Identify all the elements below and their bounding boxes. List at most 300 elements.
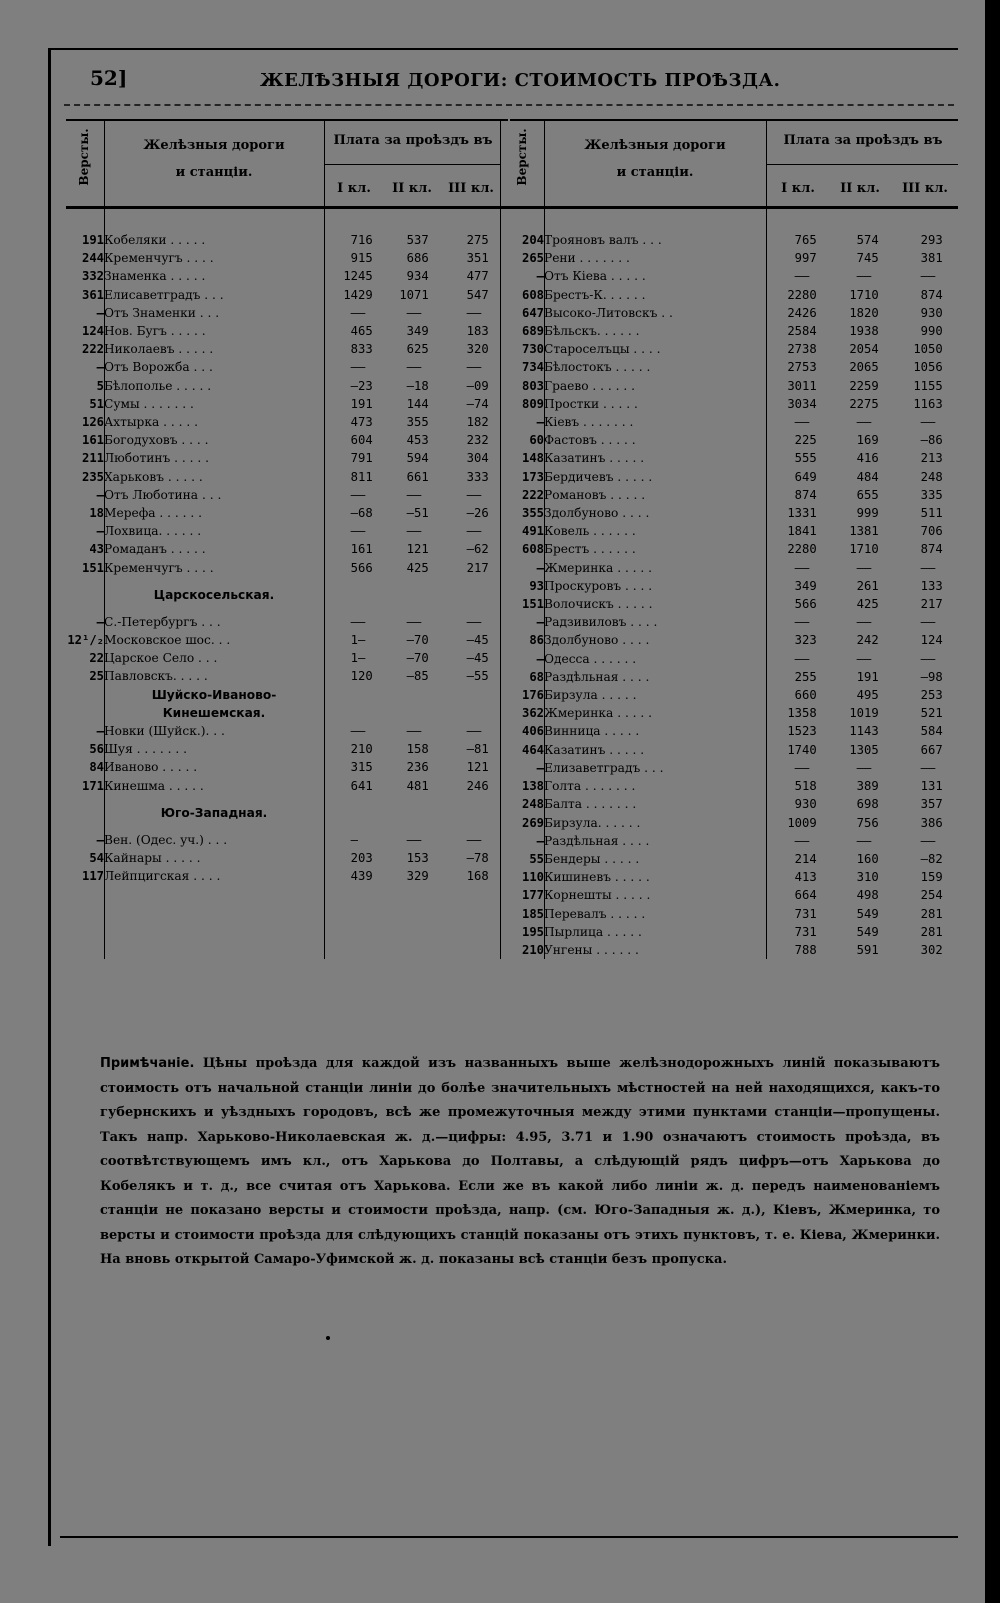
class3-rub: 1 [920,870,928,885]
class2-kop: 25 [864,597,879,612]
class3-rub: — [920,433,928,448]
class3-kop: — [928,415,936,430]
class2-kop: — [864,833,872,848]
class1-kop: 65 [802,233,817,247]
page-header [90,66,950,96]
class3-kop: 13 [928,451,943,466]
table-row [66,231,500,249]
class1-rub: — [350,487,358,502]
station-name: Унгены . . . . . . [544,942,639,957]
class1-kop: 31 [802,924,817,939]
class2-rub: 5 [856,906,864,921]
table-row [500,449,958,467]
class3-kop: 33 [928,578,943,593]
class2-rub: 10 [399,287,414,302]
class3-rub: 5 [920,724,928,739]
railways-header-right: Желѣзныя дороги [584,138,726,153]
station-name: Граево . . . . . . [544,378,636,393]
class3-rub: 2 [920,597,928,612]
class1-kop: 09 [802,815,817,830]
class1-kop: 41 [358,778,373,793]
class3-rub: 6 [920,742,928,757]
class1-rub: 2 [794,669,802,684]
class2-kop: 85 [414,669,429,684]
header-bottom-rule [66,206,958,209]
class2-kop: 34 [414,269,429,284]
table-row [500,522,958,540]
class3-rub: 3 [466,251,474,266]
table-row [66,267,500,285]
table-row [66,431,500,449]
class1-kop: 55 [802,669,817,684]
station-name: Высоко-Литовскъ . . [544,305,673,320]
class3-rub: — [920,560,928,575]
class2-rub: — [856,560,864,575]
class3-rub: — [920,615,928,630]
class1-kop [358,831,380,849]
versty-cell: 126 [81,415,104,430]
class1-rub: 7 [350,451,358,466]
class2-kop: — [864,415,872,430]
table-row [500,668,958,686]
class3-rub: — [920,851,928,866]
class2-kop: 86 [414,251,429,266]
class2-rub: — [406,724,414,739]
class1-rub: 9 [350,251,358,266]
class3-kop: 68 [474,869,489,884]
empty-cell [474,577,500,613]
section-heading: Шуйско-Иваново-Кинешемская. [151,687,277,720]
class1-rub: 8 [350,342,358,357]
versty-cell: 12¹/₂ [67,633,104,648]
bottom-rule [60,1536,958,1538]
table-row [500,231,958,249]
class3-kop: 06 [928,524,943,539]
table-row [66,849,500,867]
class2-rub: 19 [849,324,864,339]
class2-kop: 10 [864,542,879,557]
versty-cell: — [96,487,104,502]
table-row [66,468,500,486]
class1-kop: 26 [802,305,817,320]
fare-header-right: Плата за проѣздъ въ [783,133,943,148]
class3-kop: 86 [928,815,943,830]
class1-rub: 27 [787,342,802,357]
class3-rub: — [466,742,474,757]
table-row [66,777,500,795]
class1-kop: 66 [802,597,817,612]
versty-cell: 689 [521,324,544,339]
class3-kop: 75 [474,233,489,247]
class2-kop: 45 [864,251,879,266]
class2-kop: 36 [414,760,429,775]
class2-rub: 5 [856,924,864,939]
class2-kop: 58 [414,742,429,757]
class3-kop: 47 [474,287,489,302]
class1-kop: 29 [358,287,373,302]
class1-kop: — [802,651,810,666]
class2-rub: — [856,269,864,284]
class3-rub: — [466,396,474,411]
class1-rub: — [794,415,802,430]
versty-cell: 185 [521,906,544,921]
class3-rub: — [466,360,474,375]
versty-cell: — [536,760,544,775]
class2-rub: — [406,832,414,847]
station-name: Жмеринка . . . . . [544,706,653,721]
section-spacer [66,577,104,613]
class3-kop: 30 [928,305,943,320]
class3-rub: 1 [466,415,474,430]
table-row [500,741,958,759]
class3-kop: 21 [928,706,943,721]
class1-kop: 91 [358,451,373,466]
class1-kop: 39 [358,869,373,884]
class3-kop: 50 [928,342,943,357]
stray-mark [326,1336,330,1340]
class1-rub: 3 [350,760,358,775]
table-row [66,649,500,667]
class3-rub: — [466,378,474,393]
empty-cell [438,795,474,831]
class1-rub: 7 [794,906,802,921]
class2-rub: — [406,614,414,629]
class2-rub: — [856,651,864,666]
class2-rub: 2 [856,633,864,648]
versty-cell: — [96,724,104,739]
class2-rub: 1 [406,742,414,757]
class1-kop: — [358,651,366,666]
station-name: Павловскъ. . . . . [104,669,208,684]
class1-kop: 73 [358,415,373,430]
station-name: Нов. Бугъ . . . . . [104,324,206,339]
class2-rub: 22 [849,396,864,411]
station-name: Царское Село . . . [104,651,218,666]
class2-rub: 4 [406,433,414,448]
class2-rub: 4 [856,451,864,466]
table-row [66,486,500,504]
class3-rub: — [466,851,474,866]
table-row [66,559,500,577]
class2-kop: 10 [864,870,879,885]
class2-kop: — [864,560,872,575]
table-row [66,613,500,631]
class1-rub: 15 [787,724,802,739]
versty-cell: — [536,833,544,848]
class1-rub: 22 [787,287,802,302]
versty-cell: — [96,524,104,539]
station-name: Кинешма . . . . . [104,778,204,793]
class3-kop: 45 [474,633,489,648]
class2-kop: — [864,269,872,284]
table-row [500,650,958,668]
class3-kop: 21 [474,760,489,775]
section-heading-row [66,795,500,831]
class1-rub: 17 [787,742,802,757]
class3-rub: 1 [920,578,928,593]
class1-kop: 30 [802,797,817,812]
class2-kop: 55 [414,415,429,430]
class1-kop: 33 [358,342,373,357]
class3-rub: 4 [466,269,474,284]
class2-kop: 49 [864,906,879,921]
class2-kop: 84 [864,469,879,484]
stations-header-left: и станціи. [175,165,253,180]
class3-kop: 82 [474,415,489,430]
empty-cell [324,577,358,613]
empty-cell [438,577,474,613]
class3-header-left: III кл. [448,181,494,196]
versty-cell: 809 [521,396,544,411]
class3-kop: 81 [474,742,489,757]
versty-cell: 204 [521,233,544,247]
class2-kop: — [414,487,422,502]
class1-kop: — [358,524,366,539]
class3-kop: 84 [928,724,943,739]
class1-kop: 61 [358,542,373,557]
station-name: Лохвица. . . . . . [104,524,202,539]
empty-cell [380,577,414,613]
fare-table-left [66,231,500,886]
class1-rub: 14 [343,287,358,302]
class2-kop: 10 [864,287,879,302]
class2-rub: — [406,487,414,502]
versty-cell: 222 [81,342,104,357]
class3-rub: — [466,669,474,684]
station-name: Брестъ . . . . . . [544,542,636,557]
class2-kop: 38 [864,324,879,339]
station-name: Отъ Люботина . . . [104,487,222,502]
class1-rub: 1 [350,396,358,411]
class1-kop: 84 [802,324,817,339]
class1-rub: 7 [794,233,802,247]
station-name: Романовъ . . . . . [544,487,646,502]
table-row [500,759,958,777]
station-name: Московское шос. . . [104,633,231,648]
class1-kop: — [802,560,810,575]
class2-rub: 5 [406,233,414,247]
table-row [66,304,500,322]
class2-kop: 49 [414,324,429,339]
station-name: Кобеляки . . . . . [104,233,206,247]
station-name: Бѣльскъ. . . . . . [544,324,640,339]
class3-kop: 17 [928,597,943,612]
versty-cell: 222 [521,487,544,502]
empty-cell [358,686,380,722]
station-name: Одесса . . . . . . [544,651,637,666]
class2-kop: 37 [414,233,429,247]
station-name: Отъ Ворожба . . . [104,360,213,375]
versty-cell: 362 [521,706,544,721]
class2-kop: 44 [414,396,429,411]
empty-cell [414,686,438,722]
table-row [66,340,500,358]
class3-kop: 09 [474,378,489,393]
station-name: Харьковъ . . . . . [104,469,203,484]
class2-kop: 61 [414,469,429,484]
class2-kop: — [414,614,422,629]
table-row [500,686,958,704]
class3-rub: 5 [920,706,928,721]
table-row [66,322,500,340]
class2-kop: 20 [864,305,879,320]
station-name: Перевалъ . . . . . [544,906,646,921]
versty-cell: 608 [521,542,544,557]
class3-kop: 83 [474,324,489,339]
class3-rub: 2 [466,560,474,575]
class3-rub: 2 [920,906,928,921]
class3-kop: 51 [474,251,489,266]
class2-kop: 25 [414,342,429,357]
table-row [500,540,958,558]
empty-cell [380,686,414,722]
class3-kop: — [928,615,936,630]
class2-kop: 56 [864,815,879,830]
footnote [100,1052,940,1273]
station-name: Кременчугъ . . . . [104,251,214,266]
versty-cell: 151 [521,597,544,612]
versty-cell: — [536,615,544,630]
class3-kop: — [474,832,482,847]
class2-header-left: II кл. [392,181,432,196]
class2-rub: 6 [406,342,414,357]
table-row [66,722,500,740]
class1-rub: — [350,378,358,393]
versty-cell: 86 [529,633,544,648]
table-row [500,814,958,832]
class1-rub: 4 [350,324,358,339]
class1-rub: 5 [794,779,802,794]
class2-rub: 6 [406,251,414,266]
class1-kop: 60 [802,688,817,703]
class2-rub: 13 [849,524,864,539]
class1-rub: — [350,506,358,521]
table-row [500,941,958,959]
class1-rub: 8 [350,469,358,484]
station-name: Кайнары . . . . . [104,851,201,866]
versty-cell: 25 [89,669,104,684]
class2-rub: 4 [406,560,414,575]
table-row [500,577,958,595]
station-name: Кременчугъ . . . . [104,560,214,575]
class1-kop: 49 [802,469,817,484]
class2-rub: 6 [856,797,864,812]
station-name: Здолбуново . . . . [544,633,650,648]
table-row [500,413,958,431]
versty-cell: 464 [521,742,544,757]
versty-cell: 55 [529,851,544,866]
class2-rub: — [406,360,414,375]
empty-cell [438,686,474,722]
versty-cell: 177 [521,888,544,903]
class3-rub: 3 [466,469,474,484]
versty-cell: 18 [89,506,104,521]
class1-rub: — [794,651,802,666]
table-row [66,377,500,395]
class2-rub: 1 [856,851,864,866]
station-name: Бирзула. . . . . . [544,815,641,830]
station-name: Казатинъ . . . . . [544,742,645,757]
page-edge-shadow [985,0,1000,1603]
versty-cell: 5 [96,378,104,393]
versty-header-right: Версты. [515,128,529,186]
class1-kop: — [802,269,810,284]
class1-rub: 6 [794,469,802,484]
class1-rub: 7 [794,942,802,957]
section-heading: Юго-Западная. [160,805,268,820]
class2-kop: 05 [864,742,879,757]
versty-header-left: Версты. [77,128,91,186]
versty-cell: 803 [521,378,544,393]
fare-subrule-right [766,164,958,165]
versty-cell: 332 [81,269,104,284]
versty-cell: 171 [81,778,104,793]
class3-kop: — [928,760,936,775]
table-row [500,322,958,340]
class1-kop: 58 [802,706,817,721]
station-name: Ахтырка . . . . . [104,415,198,430]
class1-kop: 68 [358,506,373,521]
class1-rub: 2 [350,851,358,866]
empty-cell [474,686,500,722]
table-row [66,395,500,413]
class1-kop: 14 [802,851,817,866]
class2-kop: 61 [864,578,879,593]
versty-cell: 60 [529,433,544,448]
versty-cell: 244 [81,251,104,266]
class3-rub: 1 [920,633,928,648]
table-row [66,540,500,558]
table-row [500,286,958,304]
class1-kop: — [802,760,810,775]
station-name: Знаменка . . . . . [104,269,206,284]
station-name: Голта . . . . . . . [544,779,636,794]
class1-kop: 23 [358,378,373,393]
class3-rub: 2 [466,778,474,793]
class2-rub: — [406,651,414,666]
class1-kop: 03 [358,851,373,866]
class3-kop: 82 [928,851,943,866]
table-row [500,850,958,868]
class1-rub: 1 [350,633,358,648]
class3-kop: 45 [474,651,489,666]
class3-header-right: III кл. [902,181,948,196]
class1-kop: 64 [802,888,817,903]
station-name: Бирзула . . . . . [544,688,637,703]
class1-rub: 18 [787,524,802,539]
station-name: Бѣлостокъ . . . . . [544,360,651,375]
class1-kop: 20 [358,669,373,684]
station-name: Ковель . . . . . . [544,524,636,539]
table-row [66,667,500,685]
versty-cell: 406 [521,724,544,739]
class1-kop: 88 [802,942,817,957]
class1-rub: 1 [350,651,358,666]
versty-cell: 191 [81,233,104,247]
table-row [66,504,500,522]
class2-kop: 42 [864,633,879,648]
station-name: Староселъцы . . . . [544,342,661,357]
class3-rub: — [920,833,928,848]
empty-cell [358,577,380,613]
station-name: Вен. (Одес. уч.) . . . [104,832,228,847]
versty-cell: 148 [521,451,544,466]
fare-header-left: Плата за проѣздъ въ [333,133,493,148]
class2-kop: 70 [414,633,429,648]
station-name: Винница . . . . . [544,724,640,739]
class3-rub: 2 [920,451,928,466]
versty-cell: 269 [521,815,544,830]
